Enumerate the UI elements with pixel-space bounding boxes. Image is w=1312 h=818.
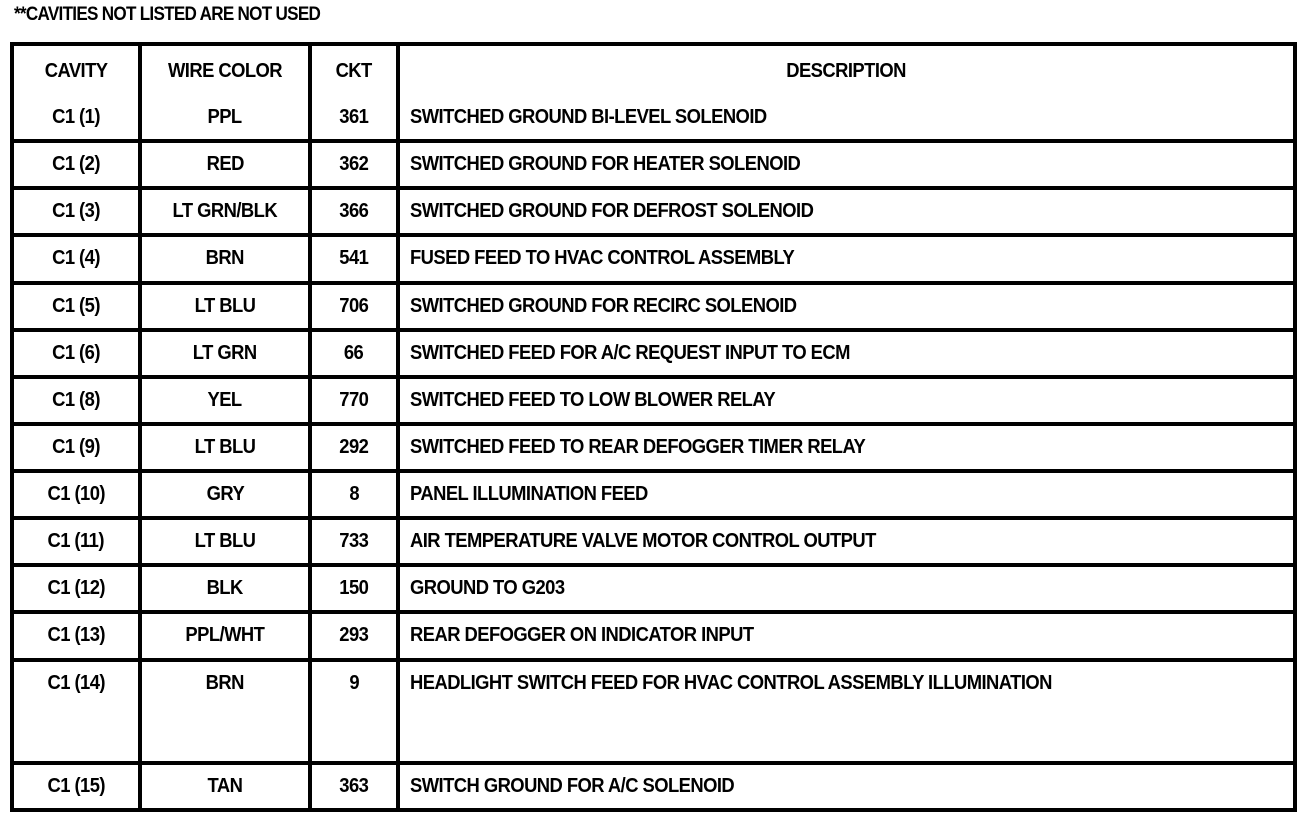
table-row — [14, 379, 1293, 426]
table-row — [14, 765, 1293, 808]
table-body — [14, 96, 1293, 808]
cavity-cell: C1 (10) — [14, 473, 142, 520]
ckt-cell: 292 — [312, 426, 400, 473]
ckt-cell: 362 — [312, 143, 400, 190]
table-row — [14, 520, 1293, 567]
cavity-cell: C1 (2) — [14, 143, 142, 190]
ckt-cell: 541 — [312, 237, 400, 284]
wire-color-cell: BLK — [142, 567, 312, 614]
table-row — [14, 237, 1293, 284]
cavity-cell: C1 (4) — [14, 237, 142, 284]
wire-color-cell: BRN — [142, 237, 312, 284]
description-cell: SWITCH GROUND FOR A/C SOLENOID — [410, 774, 735, 797]
ckt-cell: 770 — [312, 379, 400, 426]
description-cell: PANEL ILLUMINATION FEED — [400, 473, 1293, 520]
wire-color-cell: LT GRN/BLK — [142, 190, 312, 237]
wire-color-cell: TAN — [142, 765, 312, 808]
ckt-cell: 366 — [312, 190, 400, 237]
table-row — [14, 662, 1293, 765]
cavity-cell: C1 (1) — [14, 96, 142, 143]
wire-color-cell: LT GRN — [142, 332, 312, 379]
description-cell: SWITCHED GROUND FOR DEFROST SOLENOID — [400, 190, 1293, 237]
header-wire-color: WIRE COLOR — [142, 46, 312, 96]
cavity-cell: C1 (5) — [14, 285, 142, 332]
table-row — [14, 285, 1293, 332]
header-ckt: CKT — [312, 46, 400, 96]
description-cell: SWITCHED FEED TO LOW BLOWER RELAY — [400, 379, 1293, 426]
ckt-cell: 9 — [312, 662, 400, 765]
description-cell: HEADLIGHT SWITCH FEED FOR HVAC CONTROL ASSEMBLY ILLUMINATION — [400, 662, 1293, 765]
wire-color-cell: LT BLU — [142, 285, 312, 332]
cavity-cell: C1 (3) — [14, 190, 142, 237]
description-cell: GROUND TO G203 — [400, 567, 1293, 614]
ckt-cell: 150 — [312, 567, 400, 614]
cavity-cell: C1 (11) — [14, 520, 142, 567]
cavities-note: **CAVITIES NOT LISTED ARE NOT USED — [14, 4, 321, 25]
table-row — [14, 614, 1293, 661]
cavity-cell: C1 (14) — [14, 662, 142, 765]
cavity-cell: C1 (9) — [14, 426, 142, 473]
table-row — [14, 190, 1293, 237]
table-row — [14, 96, 1293, 143]
wire-color-cell: RED — [142, 143, 312, 190]
header-description: DESCRIPTION — [786, 59, 907, 82]
table-row — [14, 426, 1293, 473]
wire-color-cell: PPL/WHT — [142, 614, 312, 661]
ckt-cell: 363 — [312, 765, 400, 808]
wire-color-cell: PPL — [142, 96, 312, 143]
description-cell: SWITCHED GROUND FOR RECIRC SOLENOID — [400, 285, 1293, 332]
table-row — [14, 473, 1293, 520]
description-cell: SWITCHED GROUND FOR HEATER SOLENOID — [400, 143, 1293, 190]
wire-color-cell: LT BLU — [142, 426, 312, 473]
description-cell: REAR DEFOGGER ON INDICATOR INPUT — [400, 614, 1293, 661]
description-cell: FUSED FEED TO HVAC CONTROL ASSEMBLY — [400, 237, 1293, 284]
table-row — [14, 332, 1293, 379]
ckt-cell: 8 — [312, 473, 400, 520]
header-cavity: CAVITY — [14, 46, 142, 96]
ckt-cell: 361 — [312, 96, 400, 143]
cavity-cell: C1 (8) — [14, 379, 142, 426]
cavity-cell: C1 (15) — [14, 765, 142, 808]
wire-color-cell: LT BLU — [142, 520, 312, 567]
ckt-cell: 293 — [312, 614, 400, 661]
table-row — [14, 567, 1293, 614]
description-cell: AIR TEMPERATURE VALVE MOTOR CONTROL OUTPUT — [400, 520, 1293, 567]
ckt-cell: 706 — [312, 285, 400, 332]
cavity-table — [10, 42, 1297, 812]
wire-color-cell: BRN — [142, 662, 312, 765]
description-cell: SWITCHED FEED FOR A/C REQUEST INPUT TO ECM — [400, 332, 1293, 379]
wire-color-cell: YEL — [142, 379, 312, 426]
cavity-cell: C1 (6) — [14, 332, 142, 379]
description-cell: SWITCHED GROUND BI-LEVEL SOLENOID — [400, 96, 1293, 143]
cavity-cell: C1 (13) — [14, 614, 142, 661]
cavity-cell: C1 (12) — [14, 567, 142, 614]
header-row — [14, 46, 1293, 96]
ckt-cell: 733 — [312, 520, 400, 567]
wire-color-cell: GRY — [142, 473, 312, 520]
table-row — [14, 143, 1293, 190]
ckt-cell: 66 — [312, 332, 400, 379]
description-cell: SWITCHED FEED TO REAR DEFOGGER TIMER RELAY — [400, 426, 1293, 473]
